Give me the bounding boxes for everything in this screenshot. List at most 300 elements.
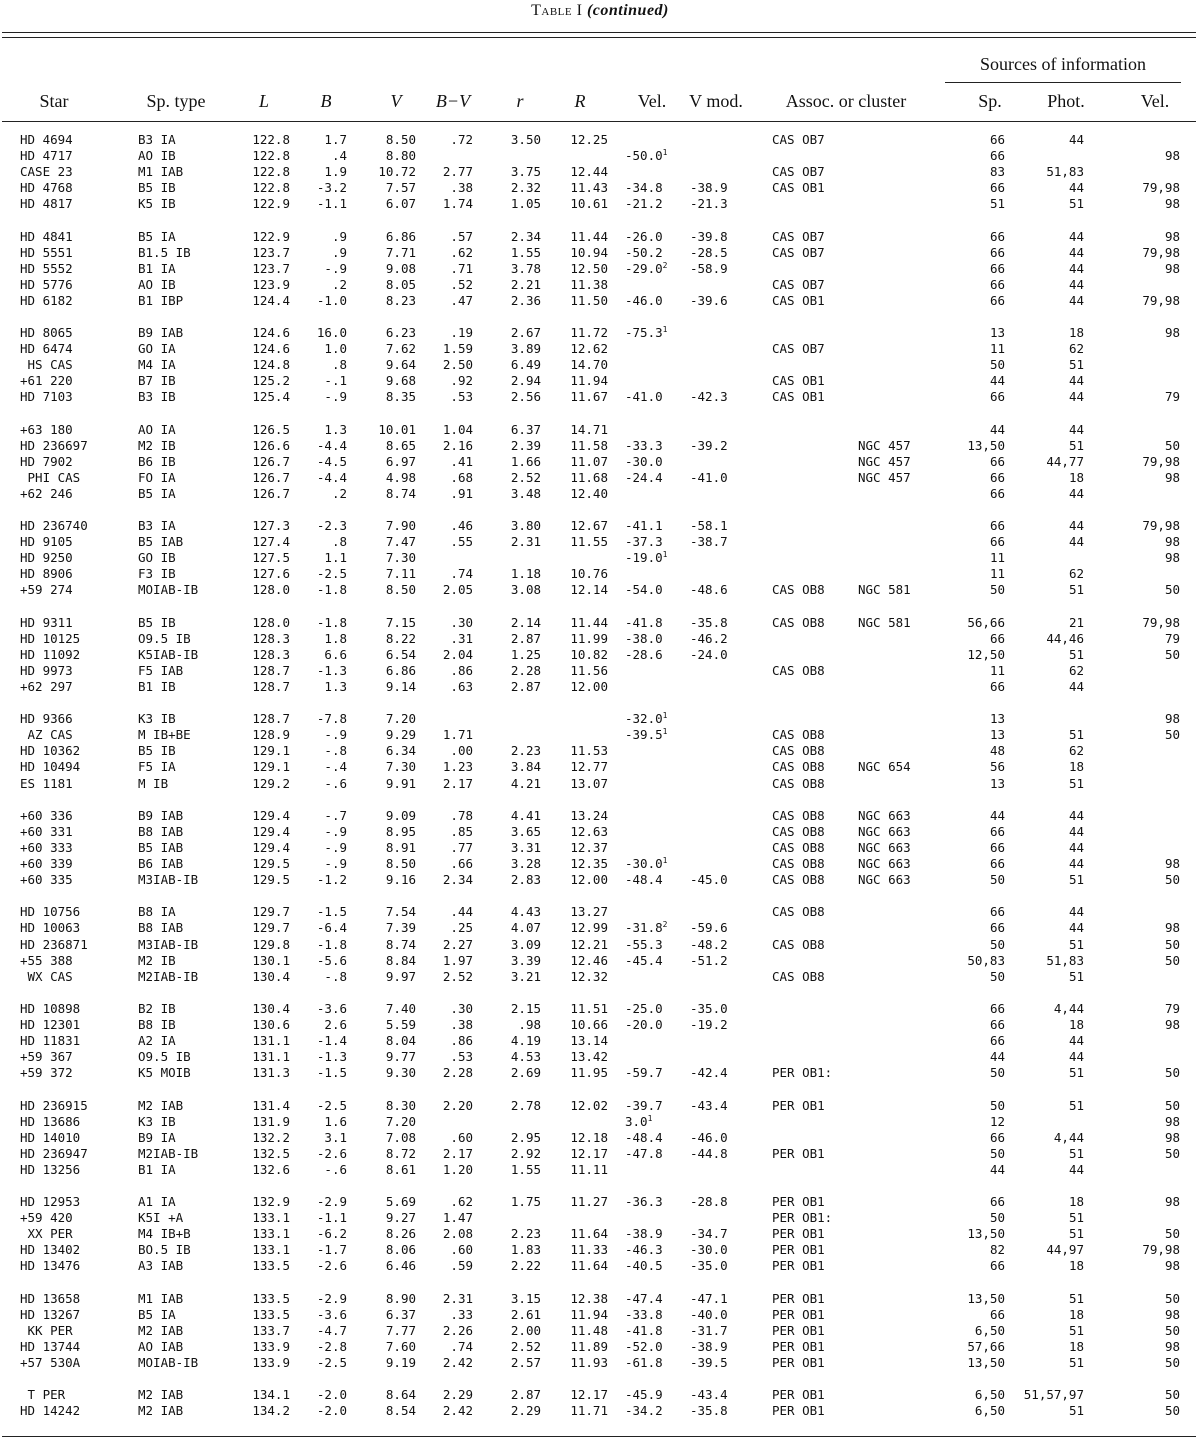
cell-L: 134.1	[252, 1387, 290, 1403]
cell-src-phot: 44	[1068, 228, 1084, 244]
cell-BV: 2.31	[442, 1290, 473, 1306]
cell-B: -1.8	[316, 614, 347, 630]
cell-L: 129.8	[252, 936, 290, 952]
cell-L: 125.4	[252, 389, 290, 405]
cell-src-sp: 66	[989, 856, 1005, 871]
cell-sptype: M3IAB-IB	[138, 936, 199, 952]
table-row	[0, 1162, 1200, 1178]
cell-L: 123.7	[252, 260, 290, 276]
cell-vel: -31.8$^2$	[625, 920, 668, 936]
cell-B: -1.2	[316, 872, 347, 888]
cell-sptype: K5 MOIB	[138, 1065, 191, 1081]
cell-vmod: -39.8	[690, 228, 728, 244]
cell-B: -2.6	[316, 1145, 347, 1161]
cell-V: 8.61	[385, 1161, 416, 1177]
table-row	[0, 1242, 1200, 1258]
cell-sptype: B5 IAB	[138, 840, 184, 855]
cell-B: -.1	[324, 373, 347, 389]
cell-R: 11.94	[570, 373, 608, 389]
cell-V: 8.26	[385, 1226, 416, 1242]
cell-star: HD 12953	[20, 1194, 81, 1209]
cell-src-phot: 51	[1068, 1210, 1084, 1226]
cell-BV: .72	[450, 132, 473, 147]
cell-sptype: B5 IB	[138, 614, 176, 630]
cell-sptype: GO IB	[138, 550, 176, 566]
cell-BV: 1.97	[442, 952, 473, 968]
cell-assoc: CAS OB8	[772, 856, 825, 871]
cell-vel: -34.8	[625, 180, 663, 196]
cell-src-sp: 13	[989, 775, 1005, 791]
cell-B: -.9	[324, 823, 347, 839]
cell-vmod: -47.1	[690, 1290, 728, 1306]
cell-sptype: B3 IB	[138, 389, 176, 405]
cell-BV: 2.77	[442, 164, 473, 180]
cell-B: -5.6	[316, 952, 347, 968]
cell-L: 128.0	[252, 582, 290, 598]
table-row	[0, 341, 1200, 357]
cell-r: 2.14	[510, 614, 541, 630]
cell-R: 11.53	[570, 743, 608, 759]
cell-V: 4.98	[385, 469, 416, 485]
cell-vel: -39.7	[625, 1097, 663, 1113]
cell-B: -1.1	[316, 196, 347, 212]
cell-sptype: MOIAB-IB	[138, 1354, 199, 1370]
cell-src-sp: 50	[989, 1097, 1005, 1113]
cell-assoc: CAS OB8	[772, 904, 825, 920]
cell-V: 9.68	[385, 373, 416, 389]
cell-R: 12.17	[570, 1387, 608, 1403]
table-row	[0, 743, 1200, 759]
cell-src-phot: 51	[1068, 727, 1084, 743]
cell-sptype: K3 IB	[138, 1113, 176, 1129]
cell-R: 12.67	[570, 518, 608, 534]
table-row	[0, 1210, 1200, 1226]
cell-star: WX CAS	[20, 968, 73, 984]
cell-src-phot: 44	[1068, 1161, 1084, 1177]
table-row	[0, 261, 1200, 277]
cell-vel: $3.0^1$	[625, 1113, 653, 1129]
cell-assoc: CAS OB7	[772, 276, 825, 292]
cell-star: HD 10898	[20, 1000, 81, 1016]
cell-vel: -41.8	[625, 614, 663, 630]
cell-vel: -19.0$^1$	[625, 550, 668, 566]
cell-sptype: AO IB	[138, 148, 176, 164]
cell-src-vel: 98	[1164, 1129, 1180, 1145]
cell-star: T PER	[20, 1387, 66, 1403]
cell-vel: -29.0$^2$	[625, 260, 668, 276]
cell-r: 2.22	[510, 1258, 541, 1274]
cell-star: +60 333	[20, 840, 73, 855]
cell-r: 3.65	[510, 823, 541, 839]
cell-star: HD 10362	[20, 743, 81, 759]
table-row	[0, 663, 1200, 679]
cell-V: 8.80	[385, 148, 416, 164]
cell-V: 8.04	[385, 1033, 416, 1048]
cell-assoc: CAS OB8	[772, 840, 825, 855]
cell-R: 12.14	[570, 582, 608, 598]
cell-star: HD 236697	[20, 437, 88, 453]
cell-BV: .74	[450, 566, 473, 582]
cell-src-phot: 44	[1068, 373, 1084, 389]
cell-sptype: M IB	[138, 775, 169, 791]
header-vel: Vel.	[637, 91, 667, 111]
cell-star: HD 13744	[20, 1338, 81, 1354]
cell-V: 8.65	[385, 437, 416, 453]
cell-BV: 1.04	[442, 421, 473, 437]
cell-assoc: CAS OB8	[772, 872, 825, 888]
cell-L: 127.6	[252, 566, 290, 582]
cell-L: 133.7	[252, 1322, 290, 1338]
cell-BV: 1.20	[442, 1161, 473, 1177]
cell-src-phot: 44,46	[1046, 630, 1084, 646]
cell-L: 122.9	[252, 228, 290, 244]
cell-assoc: PER OB1	[772, 1338, 825, 1354]
cell-r: 3.09	[510, 936, 541, 952]
cell-src-vel: 98	[1164, 1113, 1180, 1129]
cell-sptype: F5 IAB	[138, 662, 184, 678]
cell-vel: -75.3$^1$	[625, 325, 668, 341]
cell-src-sp: 13	[989, 325, 1005, 341]
cell-B: -2.5	[316, 566, 347, 582]
cell-L: 123.9	[252, 276, 290, 292]
cell-vel: -28.6	[625, 646, 663, 662]
cell-sptype: B3 IA	[138, 132, 176, 147]
cell-src-phot: 44	[1068, 260, 1084, 276]
cell-vel: -25.0	[625, 1000, 663, 1016]
cell-L: 127.3	[252, 518, 290, 534]
cell-star: HD 7902	[20, 453, 73, 469]
cell-star: HD 10063	[20, 920, 81, 936]
cell-L: 129.4	[252, 840, 290, 855]
cell-src-phot: 44	[1068, 534, 1084, 550]
header-V: V	[390, 91, 402, 111]
cell-star: HD 11831	[20, 1033, 81, 1048]
table-row	[0, 229, 1200, 245]
cell-r: 3.08	[510, 582, 541, 598]
cell-BV: .91	[450, 485, 473, 501]
cell-r: 4.21	[510, 775, 541, 791]
cell-L: 126.7	[252, 469, 290, 485]
cell-src-phot: 21	[1068, 614, 1084, 630]
cell-BV: .31	[450, 630, 473, 646]
cell-B: -2.9	[316, 1194, 347, 1209]
cell-BV: 2.52	[442, 968, 473, 984]
table-row	[0, 132, 1200, 148]
cell-V: 5.69	[385, 1194, 416, 1209]
cell-V: 7.30	[385, 550, 416, 566]
cell-r: 3.21	[510, 968, 541, 984]
table-row	[0, 969, 1200, 985]
cell-sptype: B8 IB	[138, 1017, 176, 1032]
header-assoc: Assoc. or cluster	[785, 91, 907, 111]
cell-V: 7.54	[385, 904, 416, 920]
cell-B: -3.6	[316, 1306, 347, 1322]
cell-r: 2.83	[510, 872, 541, 888]
cell-sptype: M3IAB-IB	[138, 872, 199, 888]
table-row	[0, 373, 1200, 389]
cell-vel: -48.4	[625, 872, 663, 888]
cell-sptype: B9 IAB	[138, 807, 184, 823]
cell-vmod: -35.0	[690, 1000, 728, 1016]
cell-assoc: PER OB1	[772, 1258, 825, 1274]
cell-star: +60 336	[20, 807, 73, 823]
cell-src-phot: 51,83	[1046, 952, 1084, 968]
cell-r: 2.15	[510, 1000, 541, 1016]
cell-src-phot: 4,44	[1053, 1000, 1084, 1016]
cell-star: +62 297	[20, 679, 73, 694]
cell-src-vel: 79,98	[1142, 1242, 1180, 1258]
cell-L: 131.9	[252, 1113, 290, 1129]
cell-B: .8	[331, 534, 347, 550]
cell-vel: -45.4	[625, 952, 663, 968]
cell-r: 2.00	[510, 1322, 541, 1338]
cell-B: 1.6	[324, 1113, 347, 1129]
table-row	[0, 872, 1200, 888]
cell-B: -1.3	[316, 1049, 347, 1065]
cell-src-vel: 50	[1164, 1403, 1180, 1419]
cell-V: 7.08	[385, 1129, 416, 1145]
cell-src-sp: 12	[989, 1113, 1005, 1129]
cell-assoc: PER OB1	[772, 1306, 825, 1322]
cell-V: 8.22	[385, 630, 416, 646]
cell-B: -.9	[324, 856, 347, 871]
cell-L: 133.5	[252, 1306, 290, 1322]
cell-src-phot: 18	[1068, 1258, 1084, 1274]
cell-src-phot: 18	[1068, 1017, 1084, 1032]
cell-src-vel: 98	[1164, 1194, 1180, 1209]
cell-R: 10.82	[570, 646, 608, 662]
cell-R: 11.33	[570, 1242, 608, 1258]
table-row	[0, 953, 1200, 969]
cell-star: HD 7103	[20, 389, 73, 405]
cell-src-phot: 4,44	[1053, 1129, 1084, 1145]
cell-B: 1.3	[324, 679, 347, 694]
cell-src-vel: 79,98	[1142, 180, 1180, 196]
cell-V: 8.95	[385, 823, 416, 839]
cell-src-phot: 51,83	[1046, 164, 1084, 180]
cell-src-sp: 66	[989, 453, 1005, 469]
cell-src-vel: 98	[1164, 856, 1180, 871]
cell-src-sp: 66	[989, 276, 1005, 292]
cell-src-phot: 51	[1068, 437, 1084, 453]
cell-sptype: M IB+BE	[138, 727, 191, 743]
cell-src-sp: 66	[989, 534, 1005, 550]
cell-r: 2.87	[510, 1387, 541, 1403]
cell-src-sp: 50	[989, 936, 1005, 952]
cell-src-phot: 51	[1068, 1354, 1084, 1370]
cell-V: 10.72	[378, 164, 416, 180]
cell-R: 12.00	[570, 872, 608, 888]
cell-vel: -55.3	[625, 936, 663, 952]
cell-sptype: O9.5 IB	[138, 630, 191, 646]
cell-L: 128.3	[252, 646, 290, 662]
cell-vel: -38.9	[625, 1226, 663, 1242]
cell-src-vel: 50	[1164, 1387, 1180, 1403]
cell-r: 2.67	[510, 325, 541, 341]
cell-src-sp: 66	[989, 1000, 1005, 1016]
cell-vmod: -21.3	[690, 196, 728, 212]
cell-assoc: CAS OB8	[772, 582, 825, 598]
cell-L: 129.4	[252, 807, 290, 823]
cell-L: 130.1	[252, 952, 290, 968]
header-sources: Sources of information	[980, 54, 1146, 74]
cell-V: 6.34	[385, 743, 416, 759]
cell-src-phot: 62	[1068, 743, 1084, 759]
cell-assoc: CAS OB8	[772, 614, 825, 630]
cell-r: 3.78	[510, 260, 541, 276]
cell-assoc: PER OB1	[772, 1403, 825, 1419]
cell-V: 10.01	[378, 421, 416, 437]
cell-cluster: NGC 457	[858, 453, 911, 469]
cell-L: 123.7	[252, 244, 290, 260]
cell-L: 129.7	[252, 920, 290, 936]
cell-vmod: -35.8	[690, 614, 728, 630]
cell-L: 124.8	[252, 357, 290, 373]
cell-vmod: -39.5	[690, 1354, 728, 1370]
cell-star: HD 9311	[20, 614, 73, 630]
cell-sptype: B8 IAB	[138, 920, 184, 936]
cell-cluster: NGC 663	[858, 823, 911, 839]
cell-BV: 2.42	[442, 1354, 473, 1370]
cell-star: HD 5551	[20, 244, 73, 260]
cell-V: 8.84	[385, 952, 416, 968]
cell-V: 6.23	[385, 325, 416, 341]
cell-sptype: B6 IB	[138, 453, 176, 469]
cell-sptype: B8 IA	[138, 904, 176, 920]
cell-assoc: PER OB1	[772, 1290, 825, 1306]
cell-V: 7.47	[385, 534, 416, 550]
cell-src-phot: 44	[1068, 1049, 1084, 1065]
table-row	[0, 454, 1200, 470]
cell-r: 1.55	[510, 244, 541, 260]
cell-r: 2.36	[510, 292, 541, 308]
cell-L: 130.4	[252, 1000, 290, 1016]
cell-B: -.6	[324, 1161, 347, 1177]
cell-src-phot: 44	[1068, 856, 1084, 871]
cell-vel: -52.0	[625, 1338, 663, 1354]
cell-L: 130.4	[252, 968, 290, 984]
cell-B: .8	[331, 357, 347, 373]
cell-sptype: BO.5 IB	[138, 1242, 191, 1258]
cell-L: 133.5	[252, 1290, 290, 1306]
cell-BV: .62	[450, 244, 473, 260]
cell-B: .2	[331, 485, 347, 501]
cell-src-phot: 51	[1068, 1097, 1084, 1113]
cell-R: 11.07	[570, 453, 608, 469]
cell-star: HD 10125	[20, 630, 81, 646]
cell-r: 2.31	[510, 534, 541, 550]
cell-src-vel: 98	[1164, 920, 1180, 936]
cell-R: 12.44	[570, 164, 608, 180]
table-row	[0, 808, 1200, 824]
cell-B: -2.5	[316, 1097, 347, 1113]
cell-src-sp: 66	[989, 469, 1005, 485]
cell-vmod: -40.0	[690, 1306, 728, 1322]
cell-r: 6.37	[510, 421, 541, 437]
cell-src-vel: 50	[1164, 437, 1180, 453]
cell-R: 12.32	[570, 968, 608, 984]
cell-src-phot: 44	[1068, 1033, 1084, 1048]
cell-src-sp: 66	[989, 148, 1005, 164]
cell-src-sp: 82	[989, 1242, 1005, 1258]
cell-sptype: K3 IB	[138, 711, 176, 727]
cell-R: 12.17	[570, 1145, 608, 1161]
cell-r: 2.92	[510, 1145, 541, 1161]
cell-cluster: NGC 663	[858, 840, 911, 855]
cell-L: 131.1	[252, 1049, 290, 1065]
cell-src-vel: 50	[1164, 1354, 1180, 1370]
cell-L: 124.6	[252, 325, 290, 341]
cell-star: +62 246	[20, 485, 73, 501]
cell-B: 3.1	[324, 1129, 347, 1145]
cell-L: 130.6	[252, 1017, 290, 1032]
table-row	[0, 486, 1200, 502]
cell-src-phot: 51	[1068, 1065, 1084, 1081]
cell-B: -.9	[324, 260, 347, 276]
cell-src-sp: 12,50	[967, 646, 1005, 662]
cell-src-sp: 11	[989, 566, 1005, 582]
cell-star: HD 5776	[20, 276, 73, 292]
header-R: R	[574, 91, 586, 111]
cell-src-phot: 18	[1068, 1194, 1084, 1209]
cell-src-vel: 50	[1164, 1290, 1180, 1306]
cell-V: 7.71	[385, 244, 416, 260]
cell-src-vel: 50	[1164, 1226, 1180, 1242]
cell-vmod: -51.2	[690, 952, 728, 968]
cell-B: -2.5	[316, 1354, 347, 1370]
cell-src-vel: 50	[1164, 952, 1180, 968]
cell-V: 7.30	[385, 759, 416, 775]
cell-src-sp: 66	[989, 180, 1005, 196]
table-row	[0, 389, 1200, 405]
cell-r: 2.61	[510, 1306, 541, 1322]
table-row	[0, 1307, 1200, 1323]
cell-vel: -30.0	[625, 453, 663, 469]
cell-BV: 2.08	[442, 1226, 473, 1242]
cell-L: 132.5	[252, 1145, 290, 1161]
cell-src-vel: 79	[1164, 1000, 1180, 1016]
caption-suffix: (continued)	[586, 2, 669, 19]
cell-B: 1.3	[324, 421, 347, 437]
cell-src-sp: 66	[989, 1129, 1005, 1145]
cell-src-sp: 13,50	[967, 1354, 1005, 1370]
cell-BV: 2.29	[442, 1387, 473, 1403]
cell-V: 9.09	[385, 807, 416, 823]
cell-R: 11.48	[570, 1322, 608, 1338]
cell-R: 12.00	[570, 679, 608, 694]
cell-assoc: PER OB1:	[772, 1210, 833, 1226]
cell-cluster: NGC 457	[858, 469, 911, 485]
header-src-vel: Vel.	[1140, 91, 1170, 111]
cell-src-phot: 18	[1068, 1338, 1084, 1354]
cell-star: HD 8906	[20, 566, 73, 582]
cell-src-vel: 98	[1164, 196, 1180, 212]
cell-R: 11.56	[570, 662, 608, 678]
cell-src-sp: 51	[989, 196, 1005, 212]
cell-V: 7.77	[385, 1322, 416, 1338]
cell-vel: -20.0	[625, 1017, 663, 1032]
cell-V: 6.86	[385, 662, 416, 678]
cell-sptype: M2 IAB	[138, 1403, 184, 1419]
cell-L: 131.1	[252, 1033, 290, 1048]
cell-star: HD 9973	[20, 662, 73, 678]
cell-star: HD 4717	[20, 148, 73, 164]
cell-BV: 2.42	[442, 1403, 473, 1419]
cell-B: -1.1	[316, 1210, 347, 1226]
cell-L: 129.1	[252, 743, 290, 759]
cell-src-sp: 50	[989, 357, 1005, 373]
cell-r: 3.84	[510, 759, 541, 775]
